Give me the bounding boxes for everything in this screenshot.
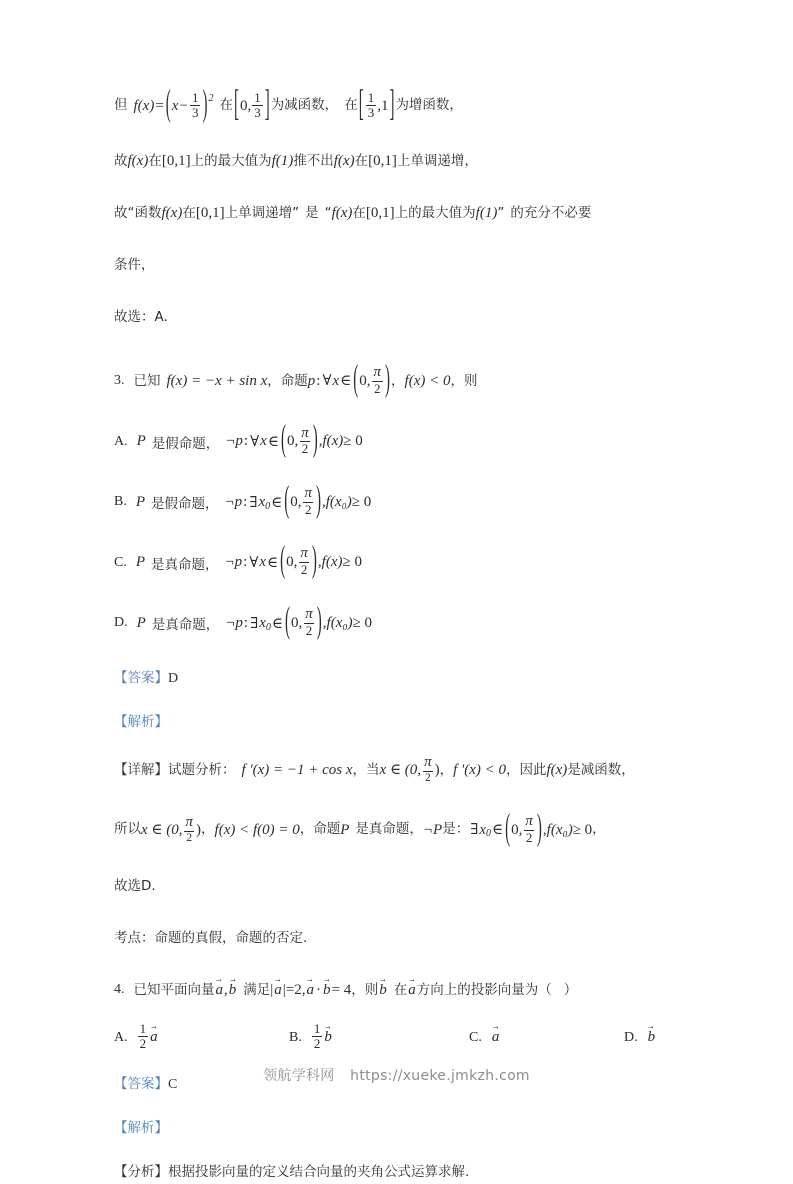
option-c-p: P <box>135 554 146 571</box>
detail-when: 当 <box>366 761 380 778</box>
detail2-true: 是真命题， <box>355 821 423 838</box>
option-a-label: A. <box>114 433 128 449</box>
option-d-var-subscript: 0 <box>265 621 271 633</box>
question-3-number: 3. <box>114 373 125 389</box>
fraction-one-half <box>312 1022 323 1050</box>
line2-interval: [0,1] <box>161 152 191 169</box>
option-b-quantifier-icon: ∃ <box>249 494 258 511</box>
frac-numerator: 1 <box>139 1021 147 1037</box>
frac-denominator: 3 <box>191 104 199 120</box>
question-3-detail-line-1 <box>114 756 692 785</box>
fraction-pi-over-2 <box>302 486 314 516</box>
right-paren: ) <box>536 809 542 849</box>
q4-paren-close: ） <box>563 981 578 998</box>
q3-then: 则 <box>463 372 478 389</box>
question-3-analysis-tag <box>114 712 692 734</box>
line3-quote-close: ” <box>292 204 300 221</box>
line2-tail: 上单调递增， <box>396 152 478 169</box>
line1-desc-2: 为增函数， <box>395 97 463 114</box>
option-a-quantifier-icon: ∀ <box>250 434 260 451</box>
option-d-label: D. <box>114 615 128 631</box>
option-a-separator: , <box>318 433 323 450</box>
option-d-interval <box>284 602 323 642</box>
detail2-in-icon: ∈ <box>492 821 504 838</box>
left-paren: ( <box>353 360 359 400</box>
left-bracket: [ <box>233 85 239 125</box>
document-content <box>114 85 692 1184</box>
option-a-p: P <box>136 433 146 450</box>
frac-numerator: π <box>525 813 533 830</box>
line3-fx: f(x) <box>161 204 183 221</box>
q3-fx-lt: f(x) < 0 <box>404 372 451 389</box>
question-3-kaodian <box>114 927 692 949</box>
option-b-function: f(x₀) <box>325 493 352 510</box>
line3-han: 函数 <box>134 204 162 221</box>
option-b-label: B. <box>114 494 127 510</box>
option-c-colon: : <box>243 554 248 571</box>
answer-value: D <box>168 671 179 687</box>
vector-a-icon: a → <box>491 1029 501 1046</box>
frac-denominator: 2 <box>304 501 312 517</box>
detail2-negation: ¬P <box>422 821 443 838</box>
q4-dot-icon: · <box>315 981 321 998</box>
option-b-truth: 是假命题， <box>151 496 219 513</box>
detail-intro: 试题分析： <box>168 761 236 778</box>
option-d-negation: ¬p <box>225 614 243 631</box>
vector-a-icon: a → <box>407 983 417 998</box>
frac-denominator: 3 <box>367 104 375 120</box>
q4-zai: 在 <box>393 981 408 998</box>
left-paren: ( <box>280 541 286 582</box>
line3-mono: 上单调递增 <box>224 204 293 221</box>
option-d-colon: : <box>243 614 249 631</box>
line3-fx2: f(x) <box>331 204 353 221</box>
option-a-function: f(x) <box>322 433 344 450</box>
detail2-p: P <box>340 821 350 838</box>
option-c-function: f(x) <box>321 554 343 571</box>
option-d-truth: 是真命题， <box>151 617 220 634</box>
detail2-interval <box>504 809 543 849</box>
q4-eq4: = 4 <box>331 981 352 998</box>
watermark-url: https://xueke.jmkzh.com <box>350 1068 530 1084</box>
question-3-option-b[interactable] <box>114 481 692 521</box>
detail2-close-paren: ) <box>196 821 202 838</box>
frac-denominator: 3 <box>254 104 261 120</box>
line1-x: x <box>171 97 179 114</box>
option-c-var: x <box>259 554 267 571</box>
interval1-left: 0, <box>239 97 252 114</box>
frac-numerator: π <box>424 754 432 771</box>
frac-numerator: π <box>185 813 194 830</box>
detail-derivative-lt: f '(x) < 0 <box>453 762 506 779</box>
solution-line-4 <box>114 254 692 276</box>
line3-shi: 是 <box>305 204 319 221</box>
option-d-var: x <box>259 614 266 631</box>
right-paren: ) <box>312 421 318 461</box>
q3-comma-2: ， <box>391 372 405 389</box>
frac-denominator: 2 <box>374 381 381 397</box>
detail-comma-2: ， <box>439 761 454 778</box>
frac-numerator: π <box>373 364 382 381</box>
q4-option-a-label: A. <box>114 1029 128 1045</box>
analysis-tag: 【解析】 <box>114 714 168 731</box>
detail2-comma-3: ， <box>592 821 606 838</box>
left-paren: ( <box>280 421 286 461</box>
line3-f1: f(1) <box>475 204 498 221</box>
question-4-number: 4. <box>114 982 125 998</box>
line1-eq: = <box>155 97 164 114</box>
line1-exponent: 2 <box>208 93 214 105</box>
option-a-colon: : <box>243 433 249 450</box>
line2-mid2: 推不出 <box>293 152 334 169</box>
detail2-x-in: x ∈ (0, <box>141 821 183 838</box>
option-b-interval <box>283 481 322 521</box>
detail-close-paren: ) <box>434 762 440 779</box>
q3-interval <box>352 360 391 400</box>
detail2-comma-1: ， <box>201 821 215 838</box>
q3-int-left: 0, <box>359 372 371 389</box>
line3-quote-open: “ <box>127 204 135 221</box>
q3-p: p <box>307 372 316 389</box>
q3-prefix: 已知 <box>133 372 161 389</box>
left-paren: ( <box>284 481 290 521</box>
watermark-site: 领航学科网 <box>263 1068 335 1084</box>
detail2-so: 所以 <box>114 821 141 838</box>
option-b-in-icon: ∈ <box>271 494 283 511</box>
frac-denominator: 2 <box>313 1036 321 1052</box>
right-paren: ) <box>385 360 391 400</box>
question-4-option-a[interactable] <box>114 1023 289 1051</box>
vector-a-icon: a → <box>273 983 283 998</box>
q3-prop-label: 命题 <box>280 372 308 389</box>
question-3-option-c[interactable] <box>114 541 692 582</box>
question-4-stem <box>114 979 692 1001</box>
fraction-pi-over-2 <box>298 546 310 576</box>
left-bracket: [ <box>358 85 364 125</box>
line3-interval: [0,1] <box>195 204 225 221</box>
option-a-relation: ≥ 0 <box>343 433 363 450</box>
option-c-separator: , <box>317 554 322 571</box>
frac-numerator: π <box>304 485 312 502</box>
line3-zai2: 在 <box>352 204 366 221</box>
frac-denominator: 2 <box>305 622 313 638</box>
vector-b-icon: b → <box>323 1029 333 1046</box>
option-b-separator: , <box>322 493 326 510</box>
line3-quote-close-2: ” <box>497 204 505 221</box>
detail2-x0-subscript: 0 <box>486 828 492 840</box>
opt-b-int-left: 0, <box>290 493 302 510</box>
q3-forall-icon: ∀ <box>322 372 332 389</box>
q4-option-b-label: B. <box>289 1029 302 1045</box>
question-4-option-d[interactable] <box>624 1029 656 1046</box>
option-a-in-icon: ∈ <box>267 434 279 451</box>
question-3-conclusion <box>114 875 692 897</box>
detail-comma-3: ， <box>505 761 520 778</box>
opt-c-int-left: 0, <box>286 554 298 571</box>
option-c-truth: 是真命题， <box>151 556 219 573</box>
vector-a-icon: a → <box>149 1029 159 1046</box>
q4-option-d-label: D. <box>624 1029 638 1045</box>
conclusion-text: 故选D. <box>114 877 156 894</box>
question-3-detail-line-2 <box>114 809 692 849</box>
line3-max: 上的最大值为 <box>394 204 476 221</box>
fraction-pi-over-2-inline <box>422 755 434 784</box>
line1-fx: f(x) <box>133 97 155 114</box>
frac-denominator: 2 <box>186 831 193 844</box>
line2-mid: 上的最大值为 <box>190 152 272 169</box>
q3-comma-3: ， <box>450 372 464 389</box>
option-a-negation: ¬p <box>225 433 243 450</box>
right-paren: ) <box>202 85 208 125</box>
option-d-in-icon: ∈ <box>271 615 284 632</box>
line3-quote-open-2: “ <box>324 204 332 221</box>
question-3-answer <box>114 668 692 690</box>
fraction-pi-over-2 <box>303 607 315 637</box>
fraction-pi-over-2 <box>299 426 311 456</box>
vector-a-icon: a → <box>305 983 315 998</box>
detail2-comma-2: ， <box>299 821 314 838</box>
vector-a-icon: a → <box>215 983 225 998</box>
line2-f1: f(1) <box>271 152 294 169</box>
watermark-footer <box>0 1065 793 1085</box>
fenxi-tag: 【分析】 <box>114 1163 168 1180</box>
frac-numerator: 1 <box>367 90 375 105</box>
vector-b-icon: b → <box>228 983 238 998</box>
line5-text: 故选：A. <box>114 308 168 325</box>
q3-function-def: f(x) = −x + sin x <box>166 372 268 389</box>
detail2-function: f(x₀) <box>546 821 573 838</box>
option-b-p: P <box>135 493 146 510</box>
detail-derivative: f '(x) = −1 + cos x <box>241 762 353 779</box>
q4-satisfy: 满足 <box>243 981 271 998</box>
line3-interval2: [0,1] <box>365 204 395 221</box>
right-paren: ) <box>316 602 322 642</box>
line1-prefix: 但 <box>114 97 128 114</box>
line3-tail: 的充分不必要 <box>510 204 592 221</box>
q3-in-icon: ∈ <box>340 372 352 389</box>
detail-comma-1: ， <box>352 761 367 778</box>
option-c-in-icon: ∈ <box>267 555 279 572</box>
option-d-quantifier-icon: ∃ <box>250 615 259 632</box>
option-b-negation: ¬p <box>224 493 243 510</box>
option-b-var: x <box>258 493 266 510</box>
line1-zai-1: 在 <box>219 97 233 114</box>
q3-var: x <box>332 372 340 389</box>
detail2-relation: ≥ 0 <box>572 821 593 838</box>
frac-numerator: 1 <box>313 1021 321 1037</box>
frac-denominator: 2 <box>525 829 533 845</box>
frac-numerator: π <box>301 424 309 441</box>
frac-numerator: π <box>305 605 313 622</box>
line1-interval-1 <box>233 85 271 125</box>
left-paren: ( <box>505 809 511 849</box>
right-paren: ) <box>311 541 317 582</box>
solution-line-2 <box>114 150 692 172</box>
frac-denominator: 2 <box>139 1036 147 1052</box>
line2-fx2: f(x) <box>333 152 355 169</box>
detail-tag: 【详解】 <box>114 761 168 778</box>
question-3-stem <box>114 360 692 400</box>
q4-option-c-label: C. <box>469 1029 482 1045</box>
option-d-p: P <box>136 614 146 631</box>
question-4-option-b[interactable] <box>289 1023 469 1051</box>
answer-tag: 【答案】 <box>114 1075 168 1092</box>
opt-a-int-left: 0, <box>286 433 299 450</box>
question-4-fenxi <box>114 1162 692 1184</box>
option-b-colon: : <box>243 493 248 510</box>
interval2-right: ,1 <box>377 97 389 114</box>
right-bracket: ] <box>264 85 270 125</box>
kaodian-text: 考点：命题的真假，命题的否定. <box>114 929 308 946</box>
frac-denominator: 2 <box>300 562 308 578</box>
detail2-is: 是： <box>442 821 470 838</box>
q4-comma: , <box>224 981 228 998</box>
option-d-relation: ≥ 0 <box>352 614 373 631</box>
line2-zai2: 在 <box>354 152 369 169</box>
line2-fx: f(x) <box>127 152 149 169</box>
frac-numerator: 1 <box>191 90 199 105</box>
option-c-negation: ¬p <box>224 554 243 571</box>
detail-therefore: 因此 <box>519 761 547 778</box>
right-bracket: ] <box>389 85 395 125</box>
detail2-int-left: 0, <box>511 821 523 838</box>
fraction-one-third-b <box>252 91 263 119</box>
detail2-exists-icon: ∃ <box>470 821 479 838</box>
line2-interval2: [0,1] <box>368 152 397 169</box>
question-4-analysis-tag <box>114 1118 692 1140</box>
q4-comma-2: ， <box>351 981 365 998</box>
solution-line-5-choice <box>114 306 692 328</box>
line1-zai-2: 在 <box>344 97 358 114</box>
solution-line-3 <box>114 202 692 224</box>
line1-paren-group <box>165 85 214 125</box>
solution-line-1 <box>114 85 692 125</box>
question-4-options <box>114 1023 692 1051</box>
line3-zai: 在 <box>182 204 196 221</box>
line4-text: 条件， <box>114 256 155 273</box>
fraction-pi-over-2-inline <box>184 815 196 844</box>
option-d-function: f(x₀) <box>326 614 353 631</box>
line2-zai: 在 <box>148 152 162 169</box>
vector-b-icon: b → <box>647 1029 657 1046</box>
question-4-option-c[interactable] <box>469 1029 624 1046</box>
answer-tag: 【答案】 <box>114 670 168 687</box>
option-d-separator: , <box>322 614 327 631</box>
fraction-one-half <box>138 1022 149 1050</box>
answer-value: C <box>168 1076 178 1092</box>
detail-x-in: x ∈ (0, <box>379 762 422 779</box>
opt-d-int-left: 0, <box>291 614 303 631</box>
option-a-interval <box>280 421 319 461</box>
option-c-quantifier-icon: ∀ <box>249 555 259 572</box>
vector-b-icon: b → <box>322 983 332 998</box>
right-paren: ) <box>316 481 321 521</box>
line1-minus: − <box>179 97 188 114</box>
option-a-truth: 是假命题， <box>151 435 220 452</box>
q3-colon: : <box>316 372 321 389</box>
q4-abs-open: | <box>270 981 274 998</box>
option-a-var: x <box>260 433 267 450</box>
detail2-prop: 命题 <box>313 821 341 838</box>
option-c-interval <box>279 541 318 582</box>
option-b-var-subscript: 0 <box>265 500 271 512</box>
fraction-one-third-a <box>190 91 201 119</box>
q4-two: 2, <box>294 981 306 998</box>
q4-prefix: 已知平面向量 <box>133 981 215 998</box>
detail-fx: f(x) <box>546 762 568 779</box>
vector-b-icon: b → <box>378 983 388 998</box>
frac-denominator: 2 <box>424 771 431 784</box>
fraction-one-third-c <box>366 91 377 119</box>
fraction-pi-over-2 <box>523 814 535 844</box>
line3-gu: 故 <box>114 204 128 221</box>
analysis-tag: 【解析】 <box>114 1119 168 1136</box>
fenxi-text: 根据投影向量的定义结合向量的夹角公式运算求解. <box>168 1163 470 1180</box>
left-paren: ( <box>285 602 291 642</box>
detail2-inequality: f(x) < f(0) = 0 <box>214 821 300 838</box>
q4-abs-close: |= <box>282 981 295 998</box>
option-c-relation: ≥ 0 <box>342 554 362 571</box>
frac-numerator: π <box>300 545 308 562</box>
question-3-option-a[interactable] <box>114 421 692 461</box>
question-3-option-d[interactable] <box>114 602 692 642</box>
line1-desc-1: 为减函数， <box>270 97 339 114</box>
option-b-relation: ≥ 0 <box>351 493 372 510</box>
q4-then: 则 <box>364 981 379 998</box>
option-c-label: C. <box>114 554 127 570</box>
detail2-x0: x <box>479 821 487 838</box>
line1-interval-2 <box>358 85 396 125</box>
q4-direction: 方向上的投影向量为（ <box>416 981 552 998</box>
frac-denominator: 2 <box>301 441 309 457</box>
detail-tail: 是减函数， <box>567 761 635 778</box>
detail2-separator: , <box>542 821 547 838</box>
left-paren: ( <box>165 85 171 125</box>
q3-comma: ， <box>267 372 281 389</box>
line2-gu: 故 <box>114 152 128 169</box>
fraction-pi-over-2 <box>372 365 384 395</box>
frac-numerator: 1 <box>254 90 261 105</box>
